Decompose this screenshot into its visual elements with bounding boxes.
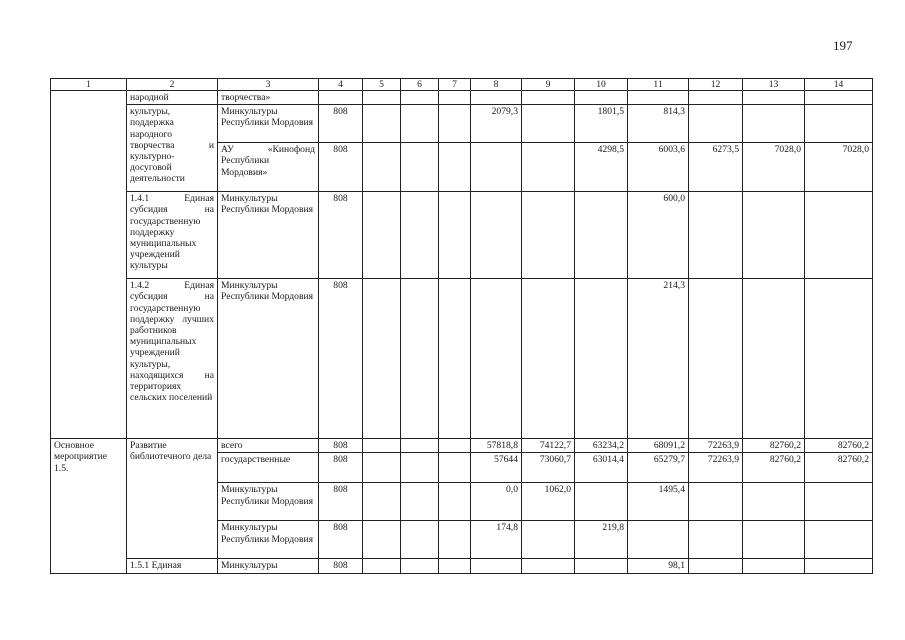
table-row bbox=[51, 192, 873, 279]
header-cell: 14 bbox=[805, 79, 873, 91]
cell-col14: 7028,0 bbox=[805, 143, 873, 192]
cell-col9: 1062,0 bbox=[522, 483, 575, 521]
header-cell: 5 bbox=[363, 79, 401, 91]
cell-col10: 219,8 bbox=[575, 521, 628, 559]
cell-col1: Основное мероприятие 1.5. bbox=[51, 439, 127, 573]
cell-col4: 808 bbox=[319, 483, 363, 521]
cell-col11: 98,1 bbox=[628, 559, 689, 573]
cell-col4: 808 bbox=[319, 521, 363, 559]
header-cell: 8 bbox=[471, 79, 522, 91]
table-row bbox=[51, 105, 873, 143]
header-cell: 6 bbox=[401, 79, 439, 91]
cell-col3: АУ «Кинофонд Республики Мордовия» bbox=[218, 143, 319, 192]
page-number: 197 bbox=[833, 38, 853, 53]
cell-col10: 63234,2 bbox=[575, 439, 628, 453]
budget-table bbox=[50, 78, 873, 574]
cell-col12: 6273,5 bbox=[689, 143, 743, 192]
header-cell: 12 bbox=[689, 79, 743, 91]
cell-col14: 82760,2 bbox=[805, 439, 873, 453]
header-cell: 4 bbox=[319, 79, 363, 91]
cell-col12: 72263,9 bbox=[689, 453, 743, 483]
cell-col8: 0,0 bbox=[471, 483, 522, 521]
cell-col13: 82760,2 bbox=[743, 439, 805, 453]
cell-col1 bbox=[51, 91, 127, 439]
cell-col11: 214,3 bbox=[628, 279, 689, 439]
cell-col11: 1495,4 bbox=[628, 483, 689, 521]
cell-col4: 808 bbox=[319, 279, 363, 439]
cell-col4: 808 bbox=[319, 105, 363, 143]
cell-col3: Минкультуры Республики Мордовия bbox=[218, 521, 319, 559]
cell-col11: 6003,6 bbox=[628, 143, 689, 192]
cell-col8: 2079,3 bbox=[471, 105, 522, 143]
header-cell: 9 bbox=[522, 79, 575, 91]
cell-col4: 808 bbox=[319, 143, 363, 192]
table-row bbox=[51, 91, 873, 105]
cell-col2: культуры, поддержка народного творчества и культурно-досуговой деятельности bbox=[127, 105, 218, 192]
header-cell: 3 bbox=[218, 79, 319, 91]
cell-col11: 814,3 bbox=[628, 105, 689, 143]
cell-col12: 72263,9 bbox=[689, 439, 743, 453]
cell-col4: 808 bbox=[319, 192, 363, 279]
header-cell: 1 bbox=[51, 79, 127, 91]
cell-col4: 808 bbox=[319, 559, 363, 573]
cell-col3: Минкультуры bbox=[218, 559, 319, 573]
cell-col3: Минкультуры Республики Мордовия bbox=[218, 105, 319, 143]
cell-col2: 1.5.1 Единая bbox=[127, 559, 218, 573]
cell-col8: 57818,8 bbox=[471, 439, 522, 453]
table-row bbox=[51, 279, 873, 439]
cell-col10: 4298,5 bbox=[575, 143, 628, 192]
header-cell: 10 bbox=[575, 79, 628, 91]
cell-col10: 63014,4 bbox=[575, 453, 628, 483]
cell-col8: 174,8 bbox=[471, 521, 522, 559]
header-row bbox=[51, 79, 873, 91]
cell-col11: 600,0 bbox=[628, 192, 689, 279]
header-cell: 7 bbox=[439, 79, 471, 91]
table-row bbox=[51, 559, 873, 573]
cell-col3: Минкультуры Республики Мордовия bbox=[218, 192, 319, 279]
cell-col3: Минкультуры Республики Мордовия bbox=[218, 279, 319, 439]
cell-col13: 7028,0 bbox=[743, 143, 805, 192]
cell-col3: всего bbox=[218, 439, 319, 453]
cell-col11: 65279,7 bbox=[628, 453, 689, 483]
header-cell: 11 bbox=[628, 79, 689, 91]
cell-col3: государственные bbox=[218, 453, 319, 483]
cell-col10: 1801,5 bbox=[575, 105, 628, 143]
cell-col2: Развитие библиотечного дела bbox=[127, 439, 218, 559]
cell-col4: 808 bbox=[319, 453, 363, 483]
cell-col3: творчества» bbox=[218, 91, 319, 105]
cell-col2: 1.4.1 Единая субсидия на государственную поддержку муниципальных учреждений культуры bbox=[127, 192, 218, 279]
header-cell: 13 bbox=[743, 79, 805, 91]
cell-col2: 1.4.2 Единая субсидия на государственную поддержку лучших работников муниципальных учреждений культуры, находящихся на территориях сельских поселений bbox=[127, 279, 218, 439]
table-row bbox=[51, 439, 873, 453]
cell-col9: 74122,7 bbox=[522, 439, 575, 453]
cell-col3: Минкультуры Республики Мордовия bbox=[218, 483, 319, 521]
cell-col13: 82760,2 bbox=[743, 453, 805, 483]
cell-col4: 808 bbox=[319, 439, 363, 453]
cell-col14: 82760,2 bbox=[805, 453, 873, 483]
cell-col8: 57644 bbox=[471, 453, 522, 483]
header-cell: 2 bbox=[127, 79, 218, 91]
cell-col9: 73060,7 bbox=[522, 453, 575, 483]
cell-col2: народной bbox=[127, 91, 218, 105]
cell-col11: 68091,2 bbox=[628, 439, 689, 453]
